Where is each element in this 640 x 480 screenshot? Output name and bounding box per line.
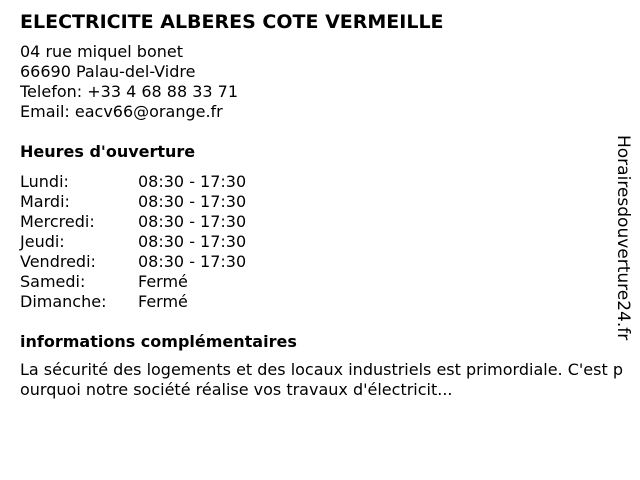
hours-row-friday [20,252,610,272]
day-hours: 08:30 - 17:30 [138,172,247,191]
additional-info-heading: informations complémentaires [20,332,297,351]
day-hours: 08:30 - 17:30 [138,232,247,251]
city-line: 66690 Palau-del-Vidre [20,62,196,81]
day-label: Jeudi: [20,232,65,251]
hours-row-sunday [20,292,610,312]
opening-hours-heading: Heures d'ouverture [20,142,196,161]
hours-row-thursday [20,232,610,252]
day-label: Samedi: [20,272,86,291]
day-label: Lundi: [20,172,69,191]
day-label: Mercredi: [20,212,95,231]
day-hours: 08:30 - 17:30 [138,212,247,231]
phone-line: Telefon: +33 4 68 88 33 71 [20,82,239,101]
hours-row-saturday [20,272,610,292]
contact-block [20,42,610,122]
street-address: 04 rue miquel bonet [20,42,183,61]
day-hours: 08:30 - 17:30 [138,252,247,271]
day-hours: Fermé [138,272,188,291]
hours-row-wednesday [20,212,610,232]
day-label: Dimanche: [20,292,107,311]
day-label: Vendredi: [20,252,96,271]
email-line: Email: eacv66@orange.fr [20,102,223,121]
day-hours: 08:30 - 17:30 [138,192,247,211]
site-watermark: Horairesdouverture24.fr [613,135,633,341]
day-hours: Fermé [138,292,188,311]
day-label: Mardi: [20,192,70,211]
opening-hours-table [20,172,610,312]
business-name: ELECTRICITE ALBERES COTE VERMEILLE [20,11,444,33]
hours-row-tuesday [20,192,610,212]
additional-info-text: La sécurité des logements et des locaux industriels est primordiale. C'est pourquoi notre société réalise vos travaux d'électricit... [20,360,623,399]
hours-row-monday [20,172,610,192]
